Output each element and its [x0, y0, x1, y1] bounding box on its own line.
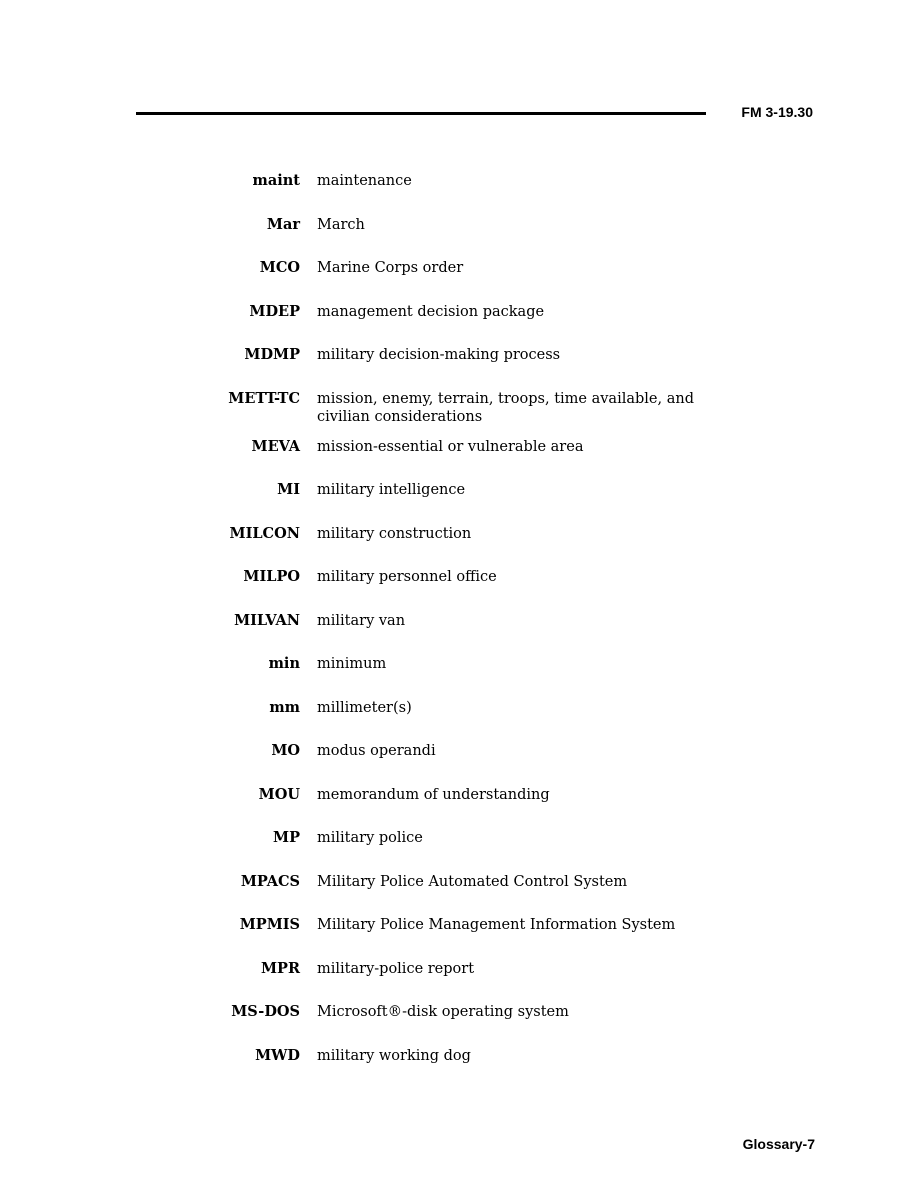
- glossary-definition: Military Police Management Information System: [317, 917, 676, 933]
- glossary-term: MEVA: [251, 437, 300, 455]
- glossary-entry: [0, 303, 923, 321]
- glossary-entry: [0, 699, 923, 717]
- glossary-definition: memorandum of understanding: [317, 786, 550, 803]
- document-id: FM 3-19.30: [741, 104, 813, 120]
- glossary-term: MILVAN: [234, 611, 300, 629]
- glossary-definition: military construction: [317, 525, 472, 542]
- glossary-list: [0, 172, 923, 1090]
- glossary-term: MPMIS: [239, 916, 300, 933]
- glossary-term: METT-TC: [228, 389, 300, 407]
- glossary-term: MO: [271, 742, 300, 759]
- glossary-term: MP: [273, 829, 300, 846]
- glossary-definition: military-police report: [317, 960, 475, 977]
- glossary-definition: Marine Corps order: [317, 260, 464, 276]
- glossary-entry: [0, 346, 923, 364]
- glossary-entry: [0, 172, 923, 190]
- glossary-entry: [0, 786, 923, 804]
- glossary-term: MDEP: [249, 302, 300, 320]
- glossary-term: MWD: [255, 1046, 300, 1064]
- glossary-definition: mission, enemy, terrain, troops, time available, and civilian considerations: [317, 390, 694, 425]
- glossary-definition: military intelligence: [317, 482, 466, 498]
- glossary-definition: military working dog: [317, 1047, 471, 1064]
- glossary-entry: [0, 1047, 923, 1065]
- glossary-definition: Military Police Automated Control System: [317, 873, 628, 890]
- glossary-term: MOU: [258, 785, 300, 803]
- glossary-entry: [0, 481, 923, 499]
- glossary-term: MPR: [260, 959, 300, 977]
- glossary-term: Mar: [266, 215, 300, 233]
- glossary-term: min: [268, 655, 300, 672]
- glossary-term: MI: [277, 481, 300, 498]
- glossary-entry: [0, 525, 923, 543]
- glossary-entry: [0, 438, 923, 456]
- glossary-definition: military personnel office: [317, 569, 497, 585]
- glossary-entry: [0, 216, 923, 234]
- glossary-entry: [0, 568, 923, 586]
- glossary-definition: March: [317, 216, 365, 233]
- glossary-term: MCO: [259, 259, 300, 276]
- glossary-term: MS-DOS: [231, 1003, 300, 1020]
- glossary-definition: millimeter(s): [317, 699, 412, 716]
- glossary-definition: maintenance: [317, 173, 412, 189]
- glossary-term: mm: [269, 698, 300, 716]
- glossary-entry: [0, 742, 923, 760]
- glossary-term: MILPO: [243, 568, 300, 585]
- glossary-definition: Microsoft®-disk operating system: [317, 1004, 569, 1020]
- glossary-term: MDMP: [244, 346, 300, 363]
- glossary-entry: [0, 960, 923, 978]
- glossary-definition: modus operandi: [317, 743, 436, 759]
- page-label: Glossary-7: [742, 1136, 815, 1152]
- glossary-entry: [0, 916, 923, 934]
- glossary-term: MPACS: [240, 872, 300, 890]
- glossary-entry: [0, 612, 923, 630]
- glossary-definition: minimum: [317, 656, 387, 672]
- glossary-definition: management decision package: [317, 303, 545, 320]
- glossary-entry: [0, 259, 923, 277]
- glossary-definition: military police: [317, 830, 423, 846]
- glossary-term: MILCON: [229, 524, 300, 542]
- glossary-entry: [0, 1003, 923, 1021]
- glossary-term: maint: [252, 172, 300, 189]
- header-rule: [136, 112, 706, 115]
- glossary-definition: military van: [317, 612, 406, 629]
- glossary-definition: military decision-making process: [317, 347, 561, 363]
- glossary-entry: [0, 829, 923, 847]
- glossary-entry: [0, 390, 923, 426]
- glossary-definition: mission-essential or vulnerable area: [317, 438, 584, 455]
- glossary-entry: [0, 655, 923, 673]
- glossary-entry: [0, 873, 923, 891]
